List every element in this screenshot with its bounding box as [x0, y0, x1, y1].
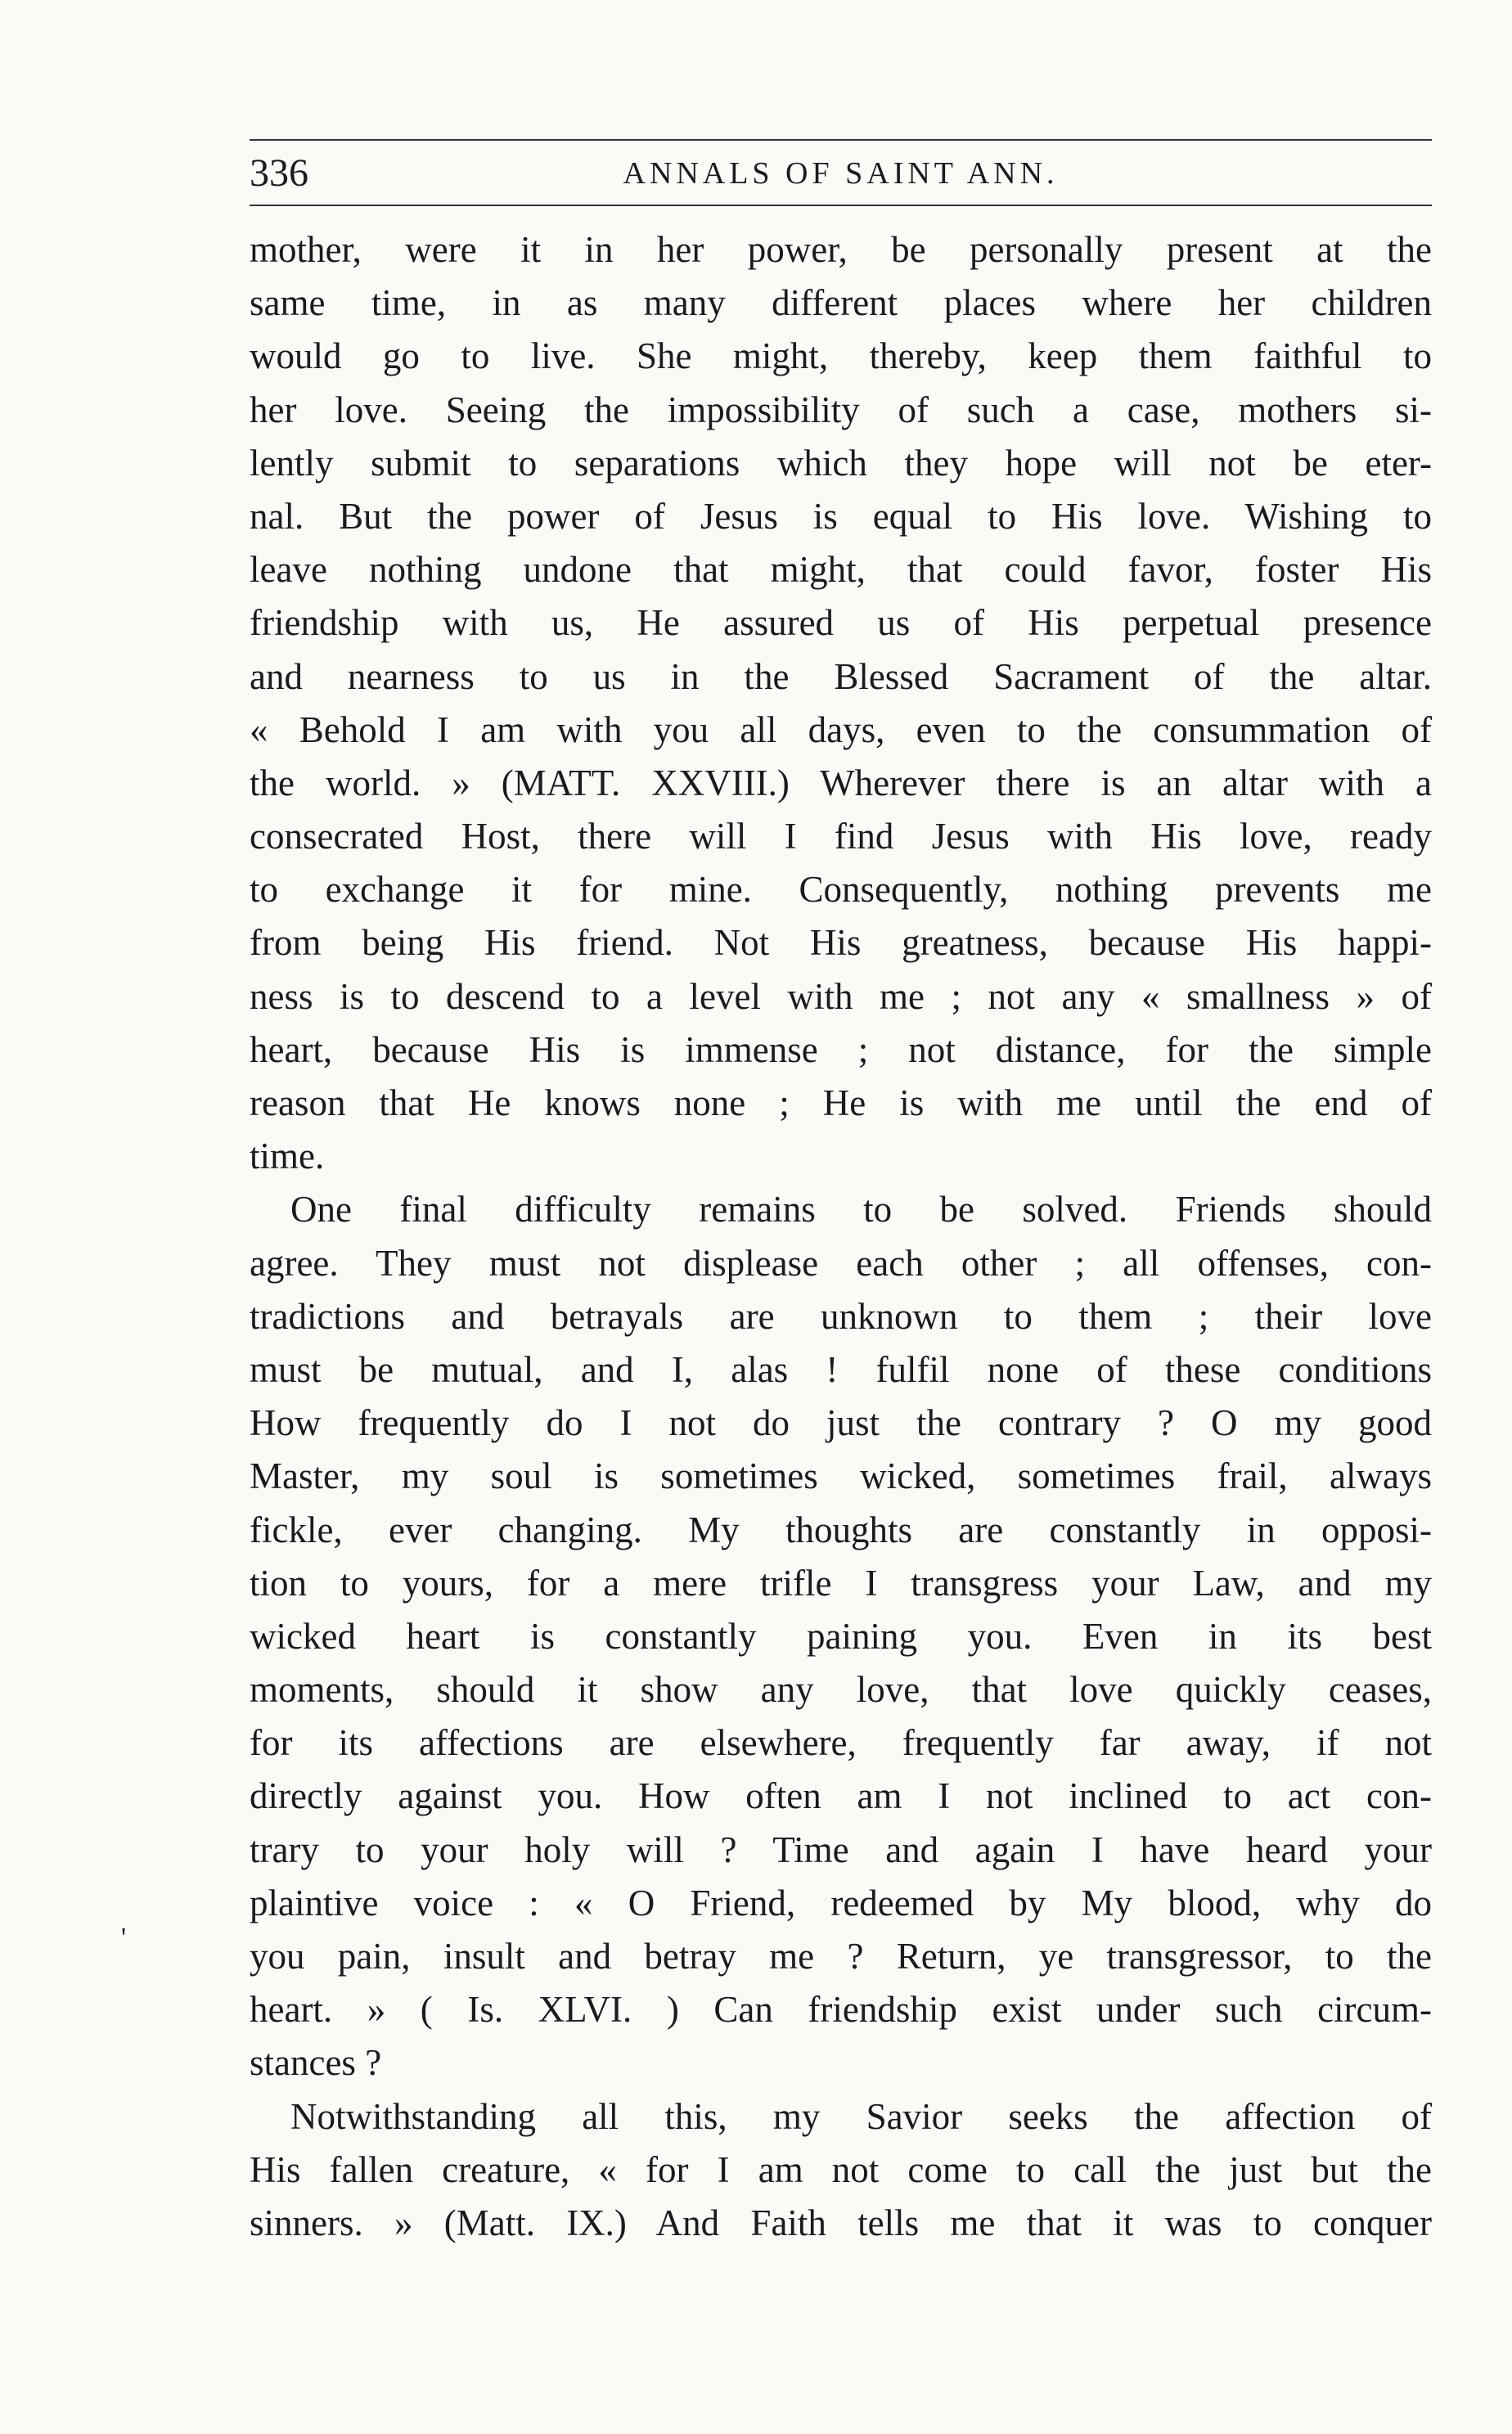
text-line: sinners. » (Matt. IX.) And Faith tells me that it was to conquer	[250, 2202, 1432, 2243]
text-line: nal. But the power of Jesus is equal to His love. Wishing to	[250, 495, 1432, 537]
text-line: from being His friend. Not His greatness, because His happi-	[250, 922, 1432, 964]
page-number: 336	[250, 151, 308, 195]
text-line: agree. They must not displease each other ; all offenses, con-	[250, 1242, 1432, 1284]
body-text	[250, 223, 1432, 2250]
text-line: trary to your holy will ? Time and again I have heard your	[250, 1829, 1432, 1870]
text-line: His fallen creature, « for I am not come to call the just but the	[250, 2148, 1432, 2190]
text-line: ness is to descend to a level with me ; not any « smallness » of	[250, 975, 1432, 1017]
header-rule-top	[250, 139, 1432, 141]
text-line: Notwithstanding all this, my Savior seeks the affection of	[290, 2095, 1432, 2137]
text-line: « Behold I am with you all days, even to the consummation of	[250, 709, 1432, 750]
text-line: you pain, insult and betray me ? Return, ye transgressor, to the	[250, 1936, 1432, 1977]
text-line: consecrated Host, there will I find Jesus with His love, ready	[250, 816, 1432, 857]
text-line: the world. » (MATT. XXVIII.) Wherever there is an altar with a	[250, 762, 1432, 803]
text-line: stances ?	[250, 2042, 382, 2084]
text-line: reason that He knows none ; He is with me until the end of	[250, 1082, 1432, 1123]
text-line: tradictions and betrayals are unknown to them ; their love	[250, 1295, 1432, 1337]
text-line: One final difficulty remains to be solved. Friends should	[290, 1189, 1432, 1230]
text-line: would go to live. She might, thereby, keep them faithful to	[250, 335, 1432, 377]
text-line: lently submit to separations which they hope will not be eter-	[250, 442, 1432, 484]
text-line: How frequently do I not do just the contrary ? O my good	[250, 1402, 1432, 1444]
text-line: friendship with us, He assured us of His perpetual presence	[250, 602, 1432, 644]
page-header	[250, 151, 1432, 196]
running-title: ANNALS OF SAINT ANN.	[623, 156, 1059, 191]
text-line: and nearness to us in the Blessed Sacrament of the altar.	[250, 655, 1432, 697]
text-line: same time, in as many different places where her children	[250, 282, 1432, 324]
text-line: plaintive voice : « O Friend, redeemed by My blood, why do	[250, 1882, 1432, 1923]
text-line: mother, were it in her power, be personally present at the	[250, 229, 1432, 270]
text-line: for its affections are elsewhere, frequently far away, if not	[250, 1722, 1432, 1764]
header-rule-bottom	[250, 205, 1432, 206]
text-line: must be mutual, and I, alas ! fulfil none of these conditions	[250, 1348, 1432, 1390]
text-line: heart, because His is immense ; not distance, for the simple	[250, 1028, 1432, 1070]
text-line: her love. Seeing the impossibility of such a case, mothers si-	[250, 389, 1432, 430]
text-line: leave nothing undone that might, that could favor, foster His	[250, 549, 1432, 591]
text-line: Master, my soul is sometimes wicked, sometimes frail, always	[250, 1455, 1432, 1497]
text-line: directly against you. How often am I not inclined to act con-	[250, 1775, 1432, 1817]
margin-mark: '	[121, 1923, 127, 1953]
text-line: tion to yours, for a mere trifle I transgress your Law, and my	[250, 1562, 1432, 1604]
text-line: heart. » ( Is. XLVI. ) Can friendship exist under such circum-	[250, 1989, 1432, 2031]
text-line: to exchange it for mine. Consequently, nothing prevents me	[250, 869, 1432, 911]
text-line: moments, should it show any love, that love quickly ceases,	[250, 1669, 1432, 1711]
text-line: time.	[250, 1136, 325, 1177]
text-line: fickle, ever changing. My thoughts are constantly in opposi-	[250, 1509, 1432, 1550]
text-line: wicked heart is constantly paining you. Even in its best	[250, 1615, 1432, 1657]
